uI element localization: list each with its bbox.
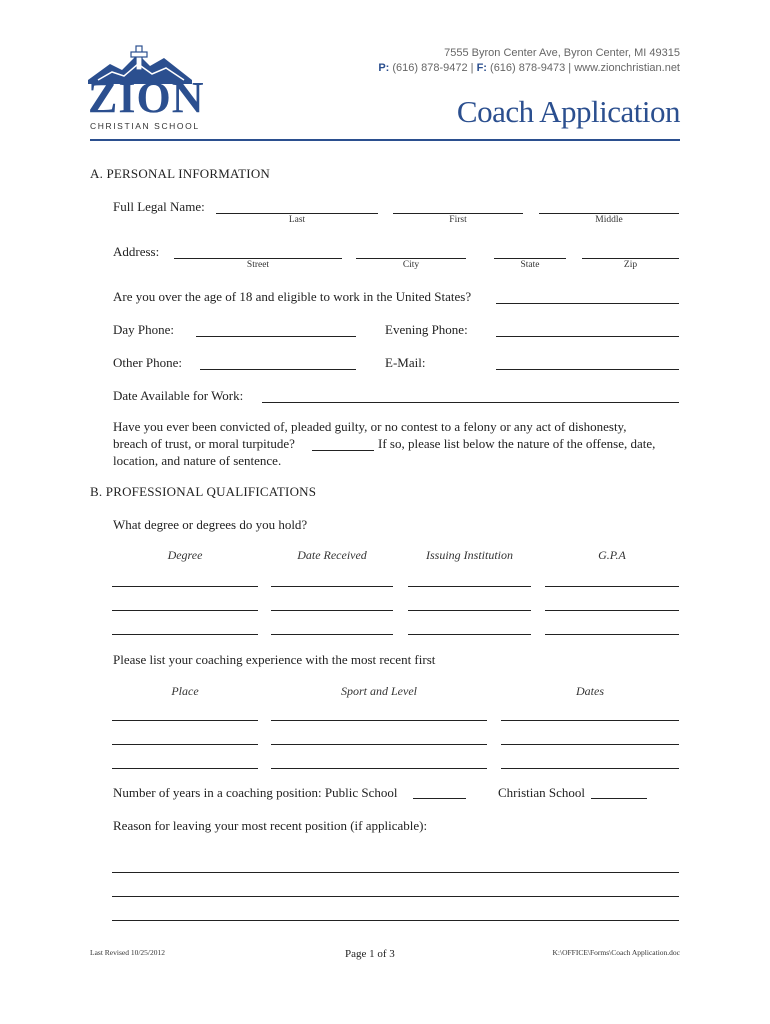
- state-field[interactable]: [494, 258, 566, 259]
- zip-field[interactable]: [582, 258, 679, 259]
- section-b-heading: B. PROFESSIONAL QUALIFICATIONS: [90, 484, 317, 499]
- degree-row-3-date[interactable]: [271, 634, 393, 635]
- degree-row-3-degree[interactable]: [112, 634, 258, 635]
- date-available-field[interactable]: [262, 402, 679, 403]
- full-name-label: Full Legal Name:: [113, 199, 205, 214]
- reason-line-1[interactable]: [112, 872, 679, 873]
- school-address: 7555 Byron Center Ave, Byron Center, MI 49315: [444, 47, 680, 59]
- degree-row-1-date[interactable]: [271, 586, 393, 587]
- day-phone-label: Day Phone:: [113, 322, 175, 337]
- date-available-label: Date Available for Work:: [113, 388, 244, 403]
- street-label: Street: [246, 260, 270, 270]
- last-revised: Last Revised 10/25/2012: [90, 948, 165, 957]
- col-issuing-institution: Issuing Institution: [425, 548, 513, 562]
- first-label: First: [449, 215, 467, 225]
- school-contact: [378, 62, 680, 74]
- degree-row-2-date[interactable]: [271, 610, 393, 611]
- col-date-received: Date Received: [297, 548, 367, 562]
- degree-row-3-gpa[interactable]: [545, 634, 679, 635]
- over-18-field[interactable]: [496, 303, 679, 304]
- conviction-text-2b: If so, please list below the nature of the offense, date,: [378, 436, 656, 451]
- email-label: E-Mail:: [385, 355, 426, 370]
- coaching-row-1-sport[interactable]: [271, 720, 487, 721]
- first-name-field[interactable]: [393, 213, 523, 214]
- conviction-answer-field[interactable]: [312, 450, 374, 451]
- email-field[interactable]: [496, 369, 679, 370]
- coaching-row-2-place[interactable]: [112, 744, 258, 745]
- city-field[interactable]: [356, 258, 466, 259]
- logo-subtitle: CHRISTIAN SCHOOL: [90, 121, 200, 131]
- col-place: Place: [171, 684, 199, 698]
- col-dates: Dates: [576, 684, 604, 698]
- section-a-heading: A. PERSONAL INFORMATION: [90, 166, 270, 181]
- reason-leaving-question: Reason for leaving your most recent position (if applicable):: [113, 818, 428, 833]
- over-18-question: Are you over the age of 18 and eligible to work in the United States?: [113, 289, 472, 304]
- day-phone-field[interactable]: [196, 336, 356, 337]
- col-sport-level: Sport and Level: [341, 684, 417, 698]
- christian-school-years-field[interactable]: [591, 798, 647, 799]
- address-label: Address:: [113, 244, 160, 259]
- middle-label: Middle: [595, 215, 623, 225]
- fax-number-website: (616) 878-9473 | www.zionchristian.net: [490, 62, 680, 74]
- page-title: Coach Application: [456, 94, 680, 129]
- fax-label: F:: [476, 62, 487, 74]
- degree-row-1-institution[interactable]: [408, 586, 531, 587]
- degree-row-1-degree[interactable]: [112, 586, 258, 587]
- degree-row-2-institution[interactable]: [408, 610, 531, 611]
- conviction-text-3: location, and nature of sentence.: [113, 453, 282, 468]
- reason-line-3[interactable]: [112, 920, 679, 921]
- coaching-row-2-dates[interactable]: [501, 744, 679, 745]
- last-name-field[interactable]: [216, 213, 378, 214]
- page-number: Page 1 of 3: [345, 948, 395, 960]
- last-label: Last: [288, 215, 306, 225]
- years-coaching-label: Number of years in a coaching position: Public School: [113, 785, 398, 800]
- col-degree: Degree: [167, 548, 203, 562]
- degree-row-1-gpa[interactable]: [545, 586, 679, 587]
- phone-label: P:: [378, 62, 390, 74]
- street-field[interactable]: [174, 258, 342, 259]
- conviction-text-2a: breach of trust, or moral turpitude?: [113, 436, 295, 451]
- christian-school-label: Christian School: [498, 785, 586, 800]
- coaching-row-3-dates[interactable]: [501, 768, 679, 769]
- degrees-question: What degree or degrees do you hold?: [113, 517, 308, 532]
- conviction-text-1: Have you ever been convicted of, pleaded guilty, or no contest to a felony or any act of dishonesty,: [113, 419, 627, 434]
- zip-label: Zip: [623, 260, 638, 270]
- degree-row-2-gpa[interactable]: [545, 610, 679, 611]
- state-label: State: [520, 260, 540, 270]
- coaching-question: Please list your coaching experience with the most recent first: [113, 652, 436, 667]
- reason-line-2[interactable]: [112, 896, 679, 897]
- middle-name-field[interactable]: [539, 213, 679, 214]
- logo-name: ZION: [88, 73, 205, 122]
- coaching-row-1-dates[interactable]: [501, 720, 679, 721]
- other-phone-field[interactable]: [200, 369, 356, 370]
- header-rule: [90, 139, 680, 141]
- public-school-years-field[interactable]: [413, 798, 466, 799]
- col-gpa: G.P.A: [598, 548, 626, 562]
- file-path: K:\OFFICE\Forms\Coach Application.doc: [552, 948, 680, 957]
- degree-row-2-degree[interactable]: [112, 610, 258, 611]
- coaching-row-3-sport[interactable]: [271, 768, 487, 769]
- other-phone-label: Other Phone:: [113, 355, 182, 370]
- coaching-row-3-place[interactable]: [112, 768, 258, 769]
- coaching-row-1-place[interactable]: [112, 720, 258, 721]
- degree-row-3-institution[interactable]: [408, 634, 531, 635]
- city-label: City: [402, 260, 420, 270]
- coaching-row-2-sport[interactable]: [271, 744, 487, 745]
- evening-phone-field[interactable]: [496, 336, 679, 337]
- phone-number: (616) 878-9472 |: [392, 62, 474, 74]
- evening-phone-label: Evening Phone:: [385, 322, 468, 337]
